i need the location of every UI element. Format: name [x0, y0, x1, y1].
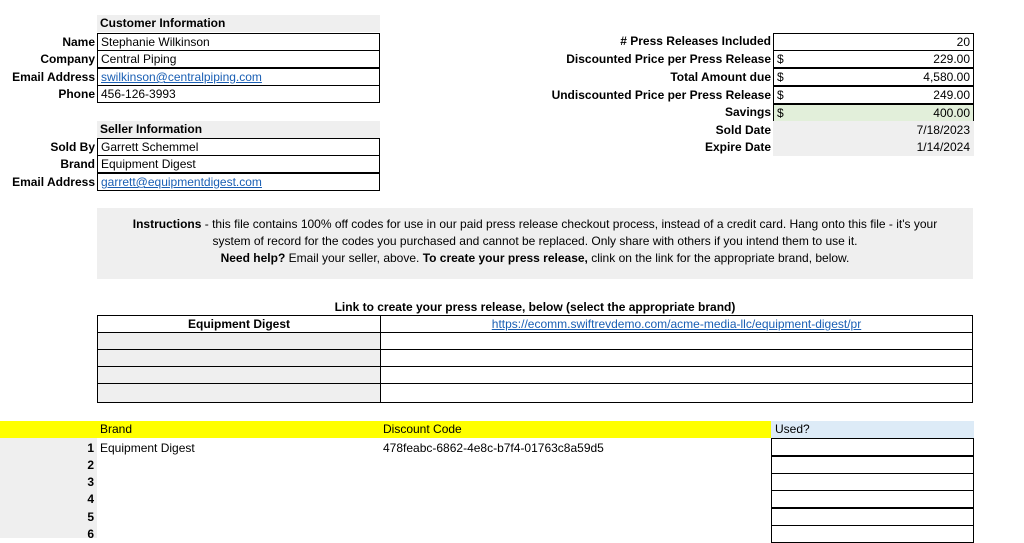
instructions-line-1 [97, 216, 973, 233]
instructions-text-1: - this file contains 100% off codes for use in our paid press release checkout process, instead of a credit card. Hang onto this file - it's your [201, 217, 938, 231]
seller-brand-field[interactable]: Equipment Digest [97, 155, 380, 173]
customer-phone-label: Phone [58, 87, 95, 101]
summary-total-due-value[interactable] [773, 68, 974, 86]
seller-soldby-label: Sold By [50, 140, 95, 154]
links-row-1 [97, 315, 973, 333]
summary-sold-date-value[interactable] [773, 121, 974, 139]
codes-row-code[interactable]: 478feabc-6862-4e8c-b7f4-01763c8a59d5 [383, 441, 604, 455]
summary-discounted-price-value[interactable] [773, 50, 974, 68]
summary-expire-date-value[interactable] [773, 138, 974, 156]
customer-phone-field[interactable]: 456-126-3993 [97, 85, 380, 103]
instructions-line-2: system of record for the codes you purchased and cannot be replaced. Only share with others if you intend them to use it. [212, 234, 858, 248]
summary-savings-currency: $ [777, 106, 784, 120]
seller-email-link[interactable]: garrett@equipmentdigest.com [101, 175, 262, 189]
links-url[interactable]: https://ecomm.swiftrevdemo.com/acme-media-llc/equipment-digest/pr [491, 317, 862, 331]
links-row-2 [97, 333, 973, 350]
summary-press-releases-label: # Press Releases Included [620, 34, 771, 48]
seller-email-field[interactable] [97, 173, 380, 191]
summary-savings-label: Savings [724, 105, 771, 119]
links-url-cell[interactable] [381, 316, 972, 332]
seller-email-label: Email Address [12, 175, 95, 189]
customer-email-link[interactable]: swilkinson@centralpiping.com [101, 70, 262, 84]
codes-used-header: Used? [775, 422, 810, 436]
summary-undiscounted-price-amount: 249.00 [933, 88, 970, 102]
codes-row-used-cell[interactable] [771, 456, 974, 474]
links-title: Link to create your press release, below (select the appropriate brand) [334, 300, 736, 314]
codes-row-number: 5 [87, 510, 94, 524]
customer-name-field[interactable]: Stephanie Wilkinson [97, 33, 380, 51]
summary-undiscounted-price-value[interactable] [773, 86, 974, 104]
customer-name-label: Name [62, 35, 95, 49]
summary-discounted-price-currency: $ [777, 52, 784, 66]
customer-email-field[interactable] [97, 68, 380, 86]
codes-code-header: Discount Code [383, 422, 462, 436]
links-row-4 [97, 367, 973, 384]
summary-sold-date-amount: 7/18/2023 [916, 123, 970, 137]
instructions-box [97, 208, 973, 279]
seller-info-header: Seller Information [97, 121, 380, 138]
instructions-need-help: Need help? [220, 251, 286, 265]
summary-discounted-price-amount: 229.00 [933, 52, 970, 66]
summary-total-due-currency: $ [777, 70, 784, 84]
summary-total-due-amount: 4,580.00 [923, 70, 970, 84]
summary-expire-date-amount: 1/14/2024 [916, 140, 970, 154]
summary-undiscounted-price-currency: $ [777, 88, 784, 102]
codes-row-used-cell[interactable] [771, 525, 974, 543]
summary-sold-date-label: Sold Date [715, 123, 771, 137]
codes-row-number: 6 [87, 527, 94, 541]
instructions-line-3 [97, 250, 973, 267]
codes-row-number: 4 [87, 492, 94, 506]
summary-press-releases-value[interactable] [773, 33, 974, 51]
codes-brand-header: Brand [100, 422, 133, 436]
codes-row-used-cell[interactable] [771, 508, 974, 526]
seller-brand-label: Brand [60, 157, 95, 171]
instructions-create-label: To create your press release, [422, 251, 588, 265]
customer-info-header: Customer Information [97, 15, 380, 32]
summary-discounted-price-label: Discounted Price per Press Release [566, 52, 771, 66]
codes-row-used-cell[interactable] [771, 473, 974, 491]
codes-row-number: 3 [87, 475, 94, 489]
summary-undiscounted-price-label: Undiscounted Price per Press Release [551, 88, 771, 102]
codes-row-brand: Equipment Digest [100, 441, 195, 455]
seller-soldby-field[interactable]: Garrett Schemmel [97, 138, 380, 156]
customer-company-label: Company [40, 52, 95, 66]
codes-row-used-cell[interactable] [771, 438, 974, 456]
customer-company-field[interactable]: Central Piping [97, 50, 380, 68]
instructions-text-3a: Email your seller, above. [285, 251, 423, 265]
customer-email-label: Email Address [12, 70, 95, 84]
summary-savings-amount: 400.00 [933, 106, 970, 120]
codes-row-number: 2 [87, 458, 94, 472]
links-brand-label: Equipment Digest [187, 317, 290, 331]
links-row-5 [97, 384, 973, 403]
codes-row-number: 1 [87, 441, 94, 455]
summary-press-releases-amount: 20 [956, 35, 970, 49]
instructions-bold-label: Instructions [132, 217, 202, 231]
codes-row-used-cell[interactable] [771, 490, 974, 508]
summary-savings-value[interactable] [773, 104, 974, 122]
summary-expire-date-label: Expire Date [704, 140, 771, 154]
instructions-text-3b: clink on the link for the appropriate brand, below. [587, 251, 850, 265]
summary-total-due-label: Total Amount due [670, 70, 771, 84]
links-row-3 [97, 350, 973, 367]
